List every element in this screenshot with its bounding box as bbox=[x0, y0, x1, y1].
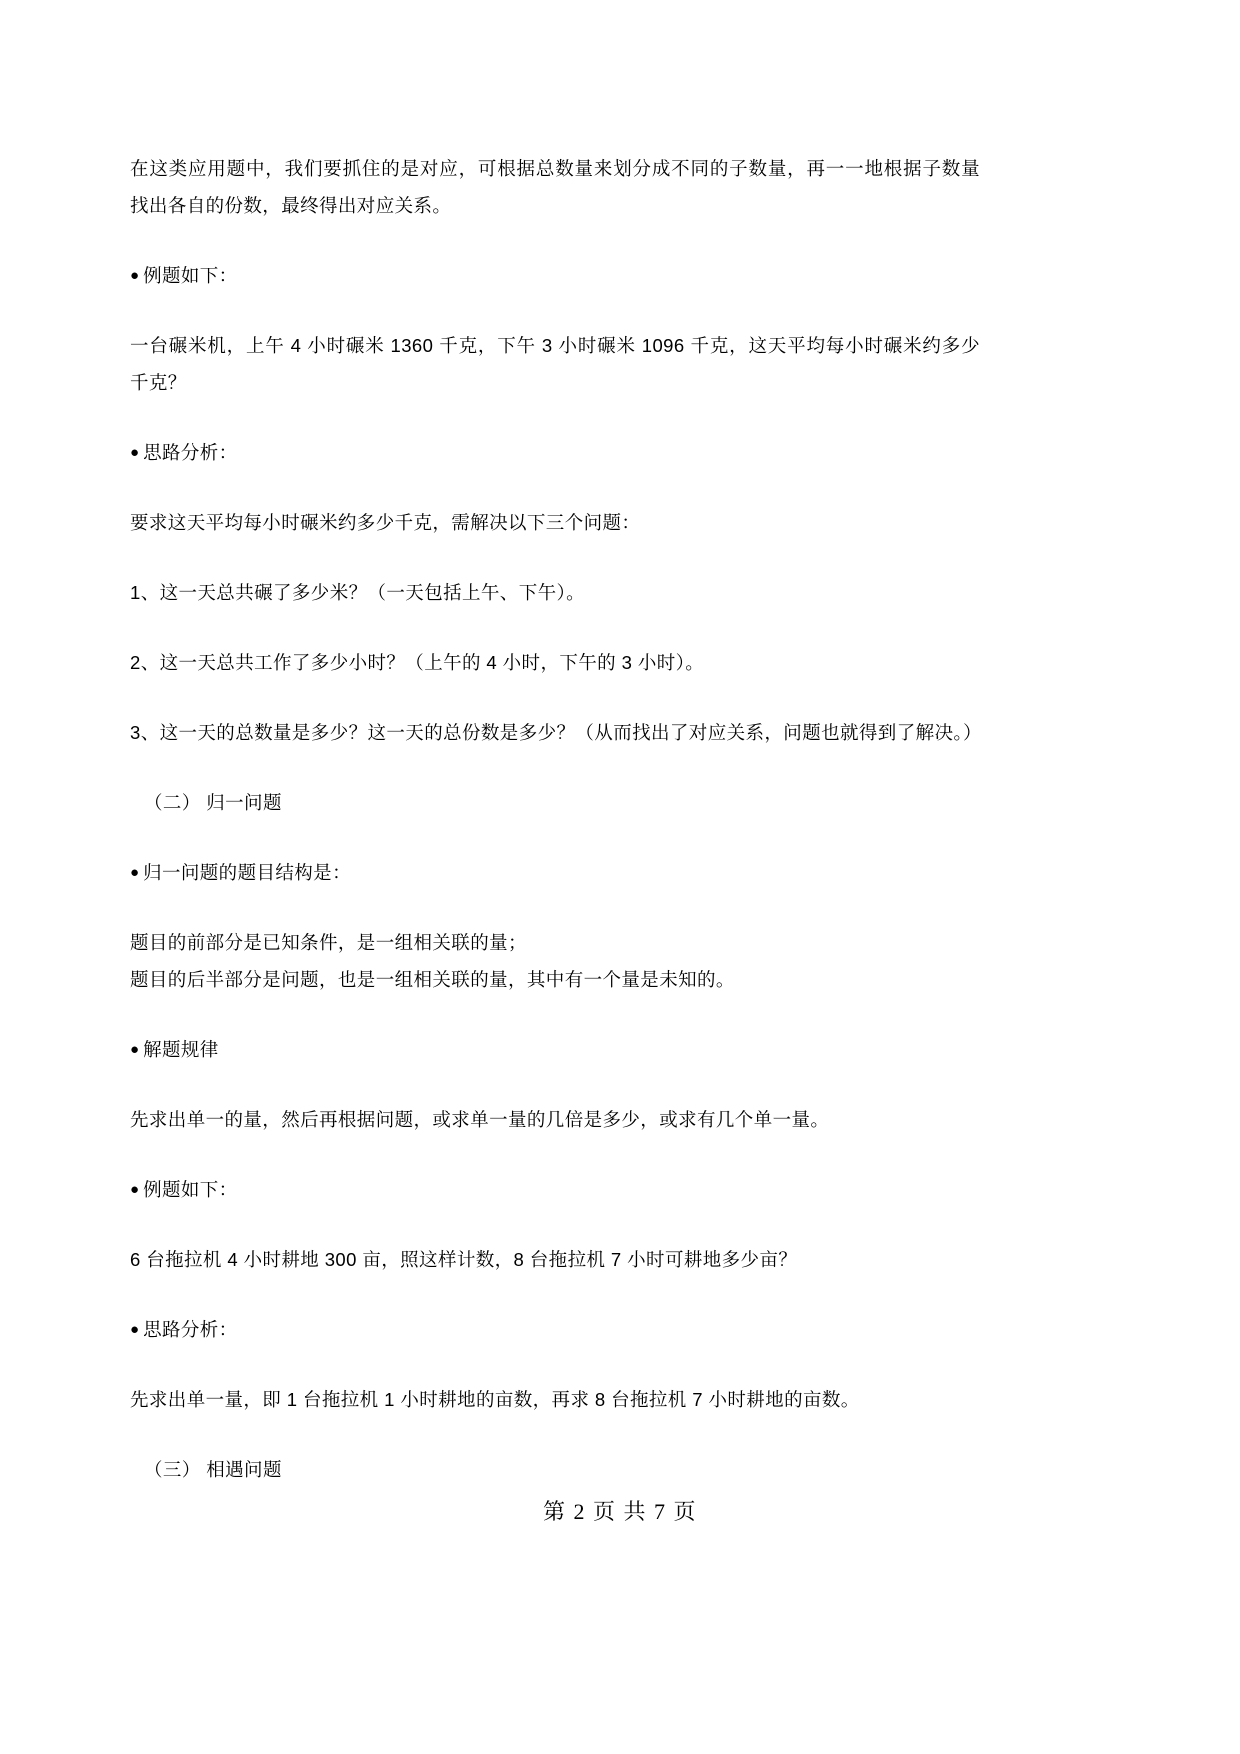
list-item-1: 1、这一天总共碾了多少米？（一天包括上午、下午）。 bbox=[130, 582, 586, 603]
page-content bbox=[130, 150, 980, 1488]
bullet-icon: ● bbox=[130, 1041, 144, 1058]
bullet-icon: ● bbox=[130, 267, 144, 284]
paragraph-rule-body: 先求出单一的量，然后再根据问题，或求单一量的几倍是多少，或求有几个单一量。 bbox=[130, 1109, 830, 1130]
paragraph-example-problem-2: 6 台拖拉机 4 小时耕地 300 亩，照这样计数，8 台拖拉机 7 小时可耕地多少亩？ bbox=[130, 1249, 798, 1270]
heading-analysis-1 bbox=[130, 434, 980, 471]
paragraph-structure-lines bbox=[130, 924, 980, 998]
structure-line-1: 题目的前部分是已知条件，是一组相关联的量； bbox=[130, 932, 527, 953]
paragraph-example-problem-1: 一台碾米机，上午 4 小时碾米 1360 千克，下午 3 小时碾米 1096 千克，这天平均每小时碾米约多少千克？ bbox=[130, 335, 980, 393]
heading-rule-label: 解题规律 bbox=[143, 1039, 219, 1060]
heading-analysis-1-label: 思路分析： bbox=[143, 442, 238, 463]
paragraph-analysis-body-2: 先求出单一量，即 1 台拖拉机 1 小时耕地的亩数，再求 8 台拖拉机 7 小时耕地的亩数。 bbox=[130, 1389, 860, 1410]
bullet-icon: ● bbox=[130, 1181, 144, 1198]
structure-line-2: 题目的后半部分是问题，也是一组相关联的量，其中有一个量是未知的。 bbox=[130, 969, 735, 990]
paragraph-intro: 在这类应用题中，我们要抓住的是对应，可根据总数量来划分成不同的子数量，再一一地根据子数量找出各自的份数，最终得出对应关系。 bbox=[130, 158, 980, 216]
page-footer: 第 2 页 共 7 页 bbox=[542, 1499, 697, 1524]
list-item-2: 2、这一天总共工作了多少小时？（上午的 4 小时，下午的 3 小时）。 bbox=[130, 652, 705, 673]
heading-example-2-label: 例题如下： bbox=[143, 1179, 238, 1200]
heading-analysis-2-label: 思路分析： bbox=[143, 1319, 238, 1340]
bullet-icon: ● bbox=[130, 864, 144, 881]
heading-example-1 bbox=[130, 257, 980, 294]
bullet-icon: ● bbox=[130, 1321, 144, 1338]
section-heading-three: （三） 相遇问题 bbox=[144, 1459, 282, 1480]
paragraph-analysis-lead-1: 要求这天平均每小时碾米约多少千克，需解决以下三个问题： bbox=[130, 512, 641, 533]
heading-analysis-2 bbox=[130, 1311, 980, 1348]
section-heading-two: （二） 归一问题 bbox=[144, 792, 282, 813]
list-item-3: 3、这一天的总数量是多少？这一天的总份数是多少？（从而找出了对应关系，问题也就得到了解决。） bbox=[130, 722, 982, 743]
heading-example-2 bbox=[130, 1171, 980, 1208]
heading-example-1-label: 例题如下： bbox=[143, 265, 238, 286]
heading-rule bbox=[130, 1031, 980, 1068]
heading-structure-label: 归一问题的题目结构是： bbox=[143, 862, 351, 883]
heading-structure bbox=[130, 854, 980, 891]
bullet-icon: ● bbox=[130, 444, 144, 461]
